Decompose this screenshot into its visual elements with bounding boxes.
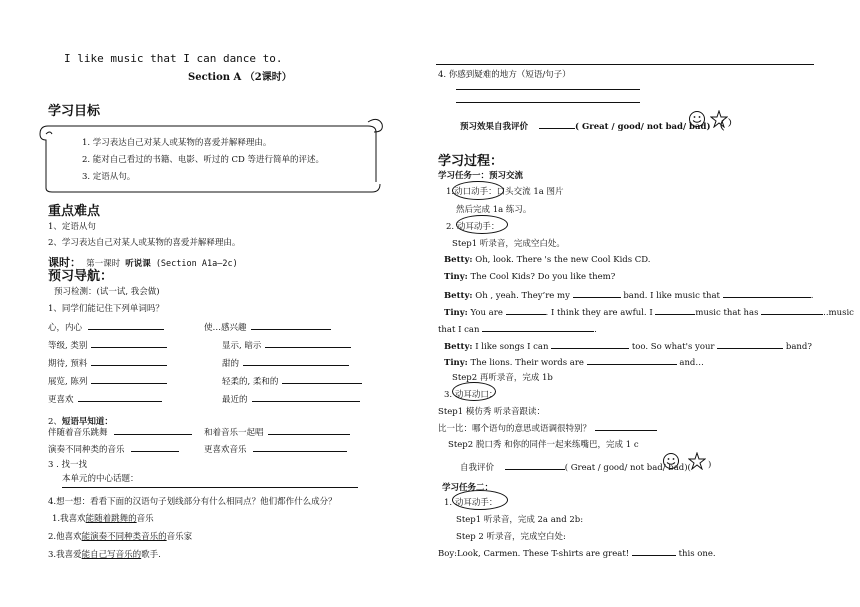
keypoint-item: 1、定语从句 — [48, 222, 96, 232]
question-3-sub: 本单元的中心话题： — [62, 474, 139, 484]
task-1-step-2: Step2 再听录音，完成 1b — [452, 373, 553, 383]
preview-check: 预习检测：(试一试, 我会做) — [54, 287, 160, 297]
dialogue-line: Betty: I like songs I can too. So what's your band? — [444, 339, 812, 352]
activity-oval — [452, 181, 504, 200]
task-1-step-1: Step1 听录音，完成空白处。 — [452, 239, 565, 249]
word-row: 更喜欢 — [48, 392, 162, 405]
activity-label: 动耳动手： — [456, 222, 500, 232]
task-1-item-1-line2: 然后完成 1a 练习。 — [456, 205, 532, 215]
question-2: 2、短语早知道： — [48, 417, 113, 427]
answer-blank[interactable] — [761, 305, 823, 315]
answer-blank[interactable] — [131, 442, 179, 452]
eval-close: ) — [708, 460, 712, 470]
answer-blank[interactable] — [268, 425, 350, 435]
activity-oval — [452, 490, 508, 510]
phrase-row: 更喜欢音乐 — [204, 442, 347, 455]
question-1: 1、同学们能记住下列单词吗？ — [48, 304, 164, 314]
phrase-row: 演奏不同种类的音乐 — [48, 442, 179, 455]
question-3: 3 . 找一找 — [48, 460, 88, 470]
lesson-label: 课时： — [48, 256, 81, 269]
task-2-step-2: Step 2 听录音，完成空白处: — [456, 532, 566, 542]
task-2-item-1: 1. 动耳动手： — [444, 498, 498, 508]
process-heading: 学习过程： — [438, 154, 504, 169]
goal-item: 2. 能对自己看过的书籍、电影、听过的 CD 等进行简单的评述。 — [82, 155, 325, 165]
answer-line[interactable] — [456, 102, 640, 103]
answer-blank[interactable] — [587, 355, 677, 365]
word-row: 甜的 — [222, 356, 349, 369]
activity-label: 动耳动手： — [454, 498, 498, 508]
answer-blank[interactable] — [282, 374, 362, 384]
task-1-item-1: 1.动口动手：口头交流 1a 图片 — [446, 187, 564, 197]
word-row: 展览, 陈列 — [48, 374, 167, 387]
answer-blank[interactable] — [551, 339, 629, 349]
answer-blank[interactable] — [723, 288, 811, 298]
lesson-range: (Section A1a—2c) — [155, 259, 238, 269]
answer-blank[interactable] — [88, 320, 164, 330]
word-row: 显示, 暗示 — [222, 338, 351, 351]
dialogue-line: Boy:Look, Carmen. These T-shirts are great! this one. — [438, 546, 716, 559]
task-2-step-1: Step1 听录音，完成 2a and 2b: — [456, 515, 584, 525]
phrase-row: 伴随着音乐跳舞 — [48, 425, 192, 438]
answer-blank[interactable] — [91, 374, 167, 384]
dialogue-line: Tiny: The lions. Their words are and… — [444, 355, 704, 368]
task-2-heading: 学习任务二： — [442, 483, 494, 493]
top-rule — [436, 64, 814, 65]
answer-blank[interactable] — [265, 338, 351, 348]
word-row: 期待, 预料 — [48, 356, 167, 369]
example-sentence: 3.我喜爱能自己写音乐的歌手. — [48, 550, 161, 560]
answer-blank[interactable] — [595, 421, 657, 431]
answer-blank[interactable] — [78, 392, 162, 402]
answer-blank[interactable] — [91, 338, 167, 348]
word-row: 等级, 类别 — [48, 338, 167, 351]
dialogue-line: Betty: Oh , yeah. They’re my band. I like music that . — [444, 288, 813, 301]
activity-label: 动耳动口： — [454, 390, 498, 400]
word-row: 使…感兴趣 — [204, 320, 331, 333]
goals-heading: 学习目标 — [48, 104, 101, 119]
answer-blank[interactable] — [505, 460, 565, 470]
dialogue-line: that I can . — [438, 322, 597, 335]
activity-oval — [452, 382, 496, 401]
answer-blank[interactable] — [539, 119, 575, 129]
dialogue-line: Tiny: You are . I think they are awful. I music that has ..music — [444, 305, 854, 318]
answer-blank[interactable] — [506, 305, 546, 315]
dialogue-line: Tiny: The Cool Kids? Do you like them? — [444, 272, 616, 282]
phrase-row: 和着音乐一起唱 — [204, 425, 350, 438]
practice-step: Step2 脱口秀 和你的同伴一起来练嘴巴，完成 1 c — [448, 440, 639, 450]
compare-prompt: 比一比：哪个语句的意思或语调很特别？ — [438, 421, 657, 434]
self-evaluation: 预习效果自我评价 ( Great / good/ not bad/ bad) （ — [460, 119, 725, 132]
activity-oval — [456, 215, 508, 234]
lesson-text: 第一课时 — [86, 259, 121, 269]
lesson-type: 听说课 — [125, 259, 151, 269]
goal-item: 1. 学习表达自己对某人或某物的喜爱并解释理由。 — [82, 138, 272, 148]
answer-blank[interactable] — [482, 322, 594, 332]
question-4: 4.想一想：看看下面的汉语句子划线部分有什么相同点？他们都作什么成分？ — [48, 497, 337, 507]
answer-blank[interactable] — [243, 356, 349, 366]
self-evaluation-2: 自我评价 ( Great / good/ not bad/ bad)( — [460, 460, 691, 473]
task-1-heading: 学习任务一：预习交流 — [438, 171, 524, 181]
answer-blank[interactable] — [114, 425, 192, 435]
lesson-title: I like music that I can dance to. — [64, 52, 283, 65]
word-row: 心，内心 — [48, 320, 164, 333]
keypoints-heading: 重点难点 — [48, 204, 101, 219]
answer-blank[interactable] — [632, 546, 676, 556]
section-heading: Section A （2课时） — [188, 72, 292, 83]
example-sentence: 1.我喜欢能随着跳舞的音乐 — [52, 514, 154, 524]
smiley-icon — [662, 452, 682, 472]
answer-blank[interactable] — [251, 320, 331, 330]
answer-line[interactable] — [456, 89, 640, 90]
keypoint-item: 2、学习表达自己对某人或某物的喜爱并解释理由。 — [48, 238, 241, 248]
doubt-question: 4. 你感到疑难的地方（短语/句子） — [438, 70, 571, 80]
activity-label: 动口动手： — [454, 187, 497, 197]
answer-blank[interactable] — [252, 392, 360, 402]
answer-blank[interactable] — [253, 442, 347, 452]
answer-blank[interactable] — [573, 288, 621, 298]
imitate-step: Step1 模仿秀 听录音跟读： — [438, 407, 546, 417]
example-sentence: 2.他喜欢能演奏不同种类音乐的音乐家 — [48, 532, 193, 542]
word-row: 最近的 — [222, 392, 360, 405]
dialogue-line: Betty: Oh, look. There 's the new Cool Kids CD. — [444, 255, 651, 265]
answer-line[interactable] — [62, 487, 358, 488]
task-1-item-3: 3. 动耳动口： — [444, 390, 498, 400]
answer-blank[interactable] — [717, 339, 783, 349]
task-1-item-2: 2. 动耳动手： — [446, 222, 500, 232]
answer-blank[interactable] — [655, 305, 695, 315]
star-icon — [710, 110, 728, 128]
eval-close: ） — [728, 119, 737, 129]
word-row: 轻柔的, 柔和的 — [222, 374, 362, 387]
star-icon — [688, 452, 706, 470]
answer-blank[interactable] — [91, 356, 167, 366]
goal-item: 3. 定语从句。 — [82, 172, 136, 182]
preview-heading: 预习导航： — [48, 269, 114, 284]
